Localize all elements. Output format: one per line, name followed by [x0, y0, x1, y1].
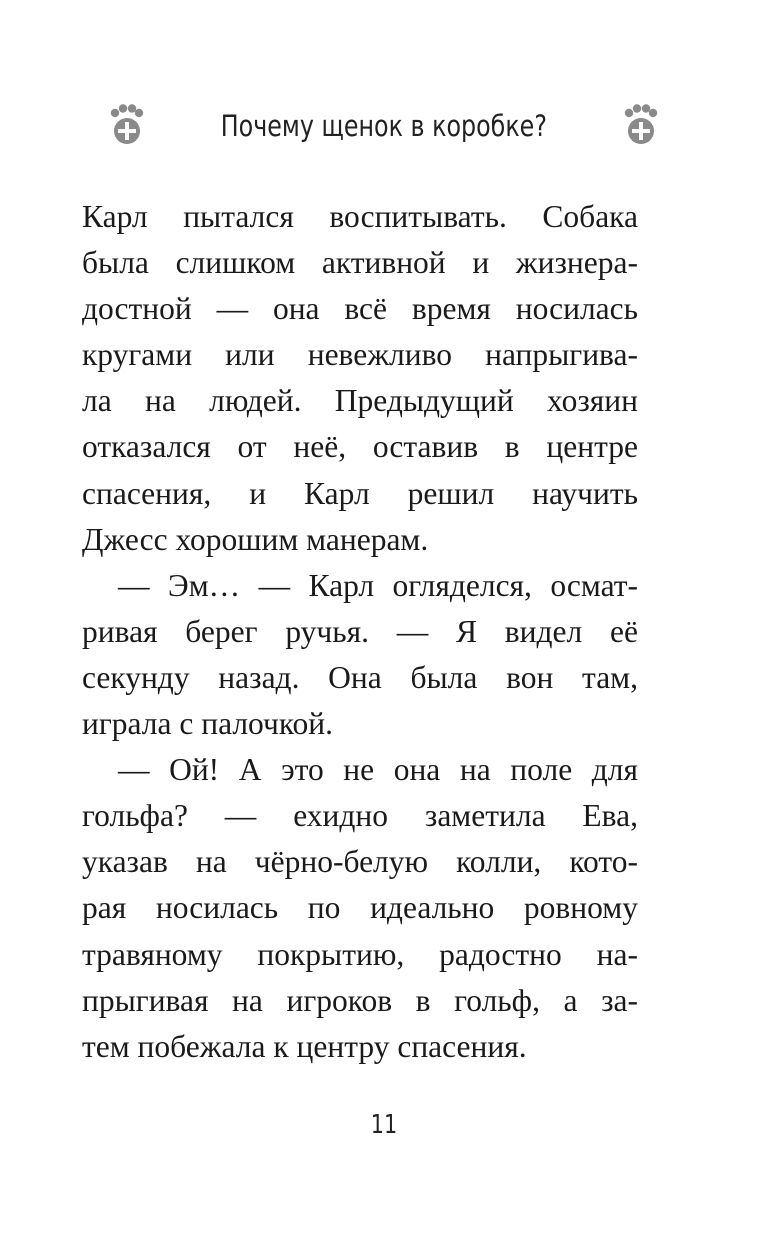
text-line: рая носилась по идеально ровному	[82, 890, 638, 926]
paragraph	[82, 747, 638, 1070]
text-line: прыгивая на игроков в гольф, а за-	[82, 982, 638, 1018]
running-title: Почему щенок в коробке?	[220, 109, 548, 143]
text-line: — Эм… — Карл огляделся, осмат-	[118, 567, 638, 603]
text-line: травяному покрытию, радостно на-	[82, 936, 638, 972]
paragraph	[82, 563, 638, 747]
text-line: была слишком активной и жизнера-	[82, 245, 638, 281]
running-header	[0, 98, 768, 154]
text-line: спасения, и Карл решил научить	[82, 475, 638, 511]
text-line: играла с палочкой.	[82, 706, 334, 742]
text-line: кругами или невежливо напрыгива-	[82, 337, 638, 373]
text-line: Карл пытался воспитывать. Собака	[82, 199, 638, 234]
text-line: ривая берег ручья. — Я видел её	[82, 613, 638, 649]
text-line: — Ой! А это не она на поле для	[118, 752, 638, 788]
text-line: достной — она всё время носилась	[82, 291, 638, 327]
text-line: гольфа? — ехидно заметила Ева,	[82, 798, 638, 834]
text-line: Джесс хорошим манерам.	[82, 521, 429, 557]
paragraph	[82, 194, 638, 563]
text-line: ла на людей. Предыдущий хозяин	[82, 383, 638, 419]
text-line: указав на чёрно-белую колли, кото-	[82, 844, 638, 880]
page-number: 11	[370, 1110, 398, 1140]
text-line: отказался от неё, оставив в центре	[82, 429, 638, 465]
body-text	[82, 194, 638, 1070]
text-line: тем побежала к центру спасения.	[82, 1028, 527, 1064]
paw-print-icon	[109, 104, 145, 148]
text-line: секунду назад. Она была вон там,	[82, 659, 638, 695]
paw-print-icon	[623, 104, 659, 148]
